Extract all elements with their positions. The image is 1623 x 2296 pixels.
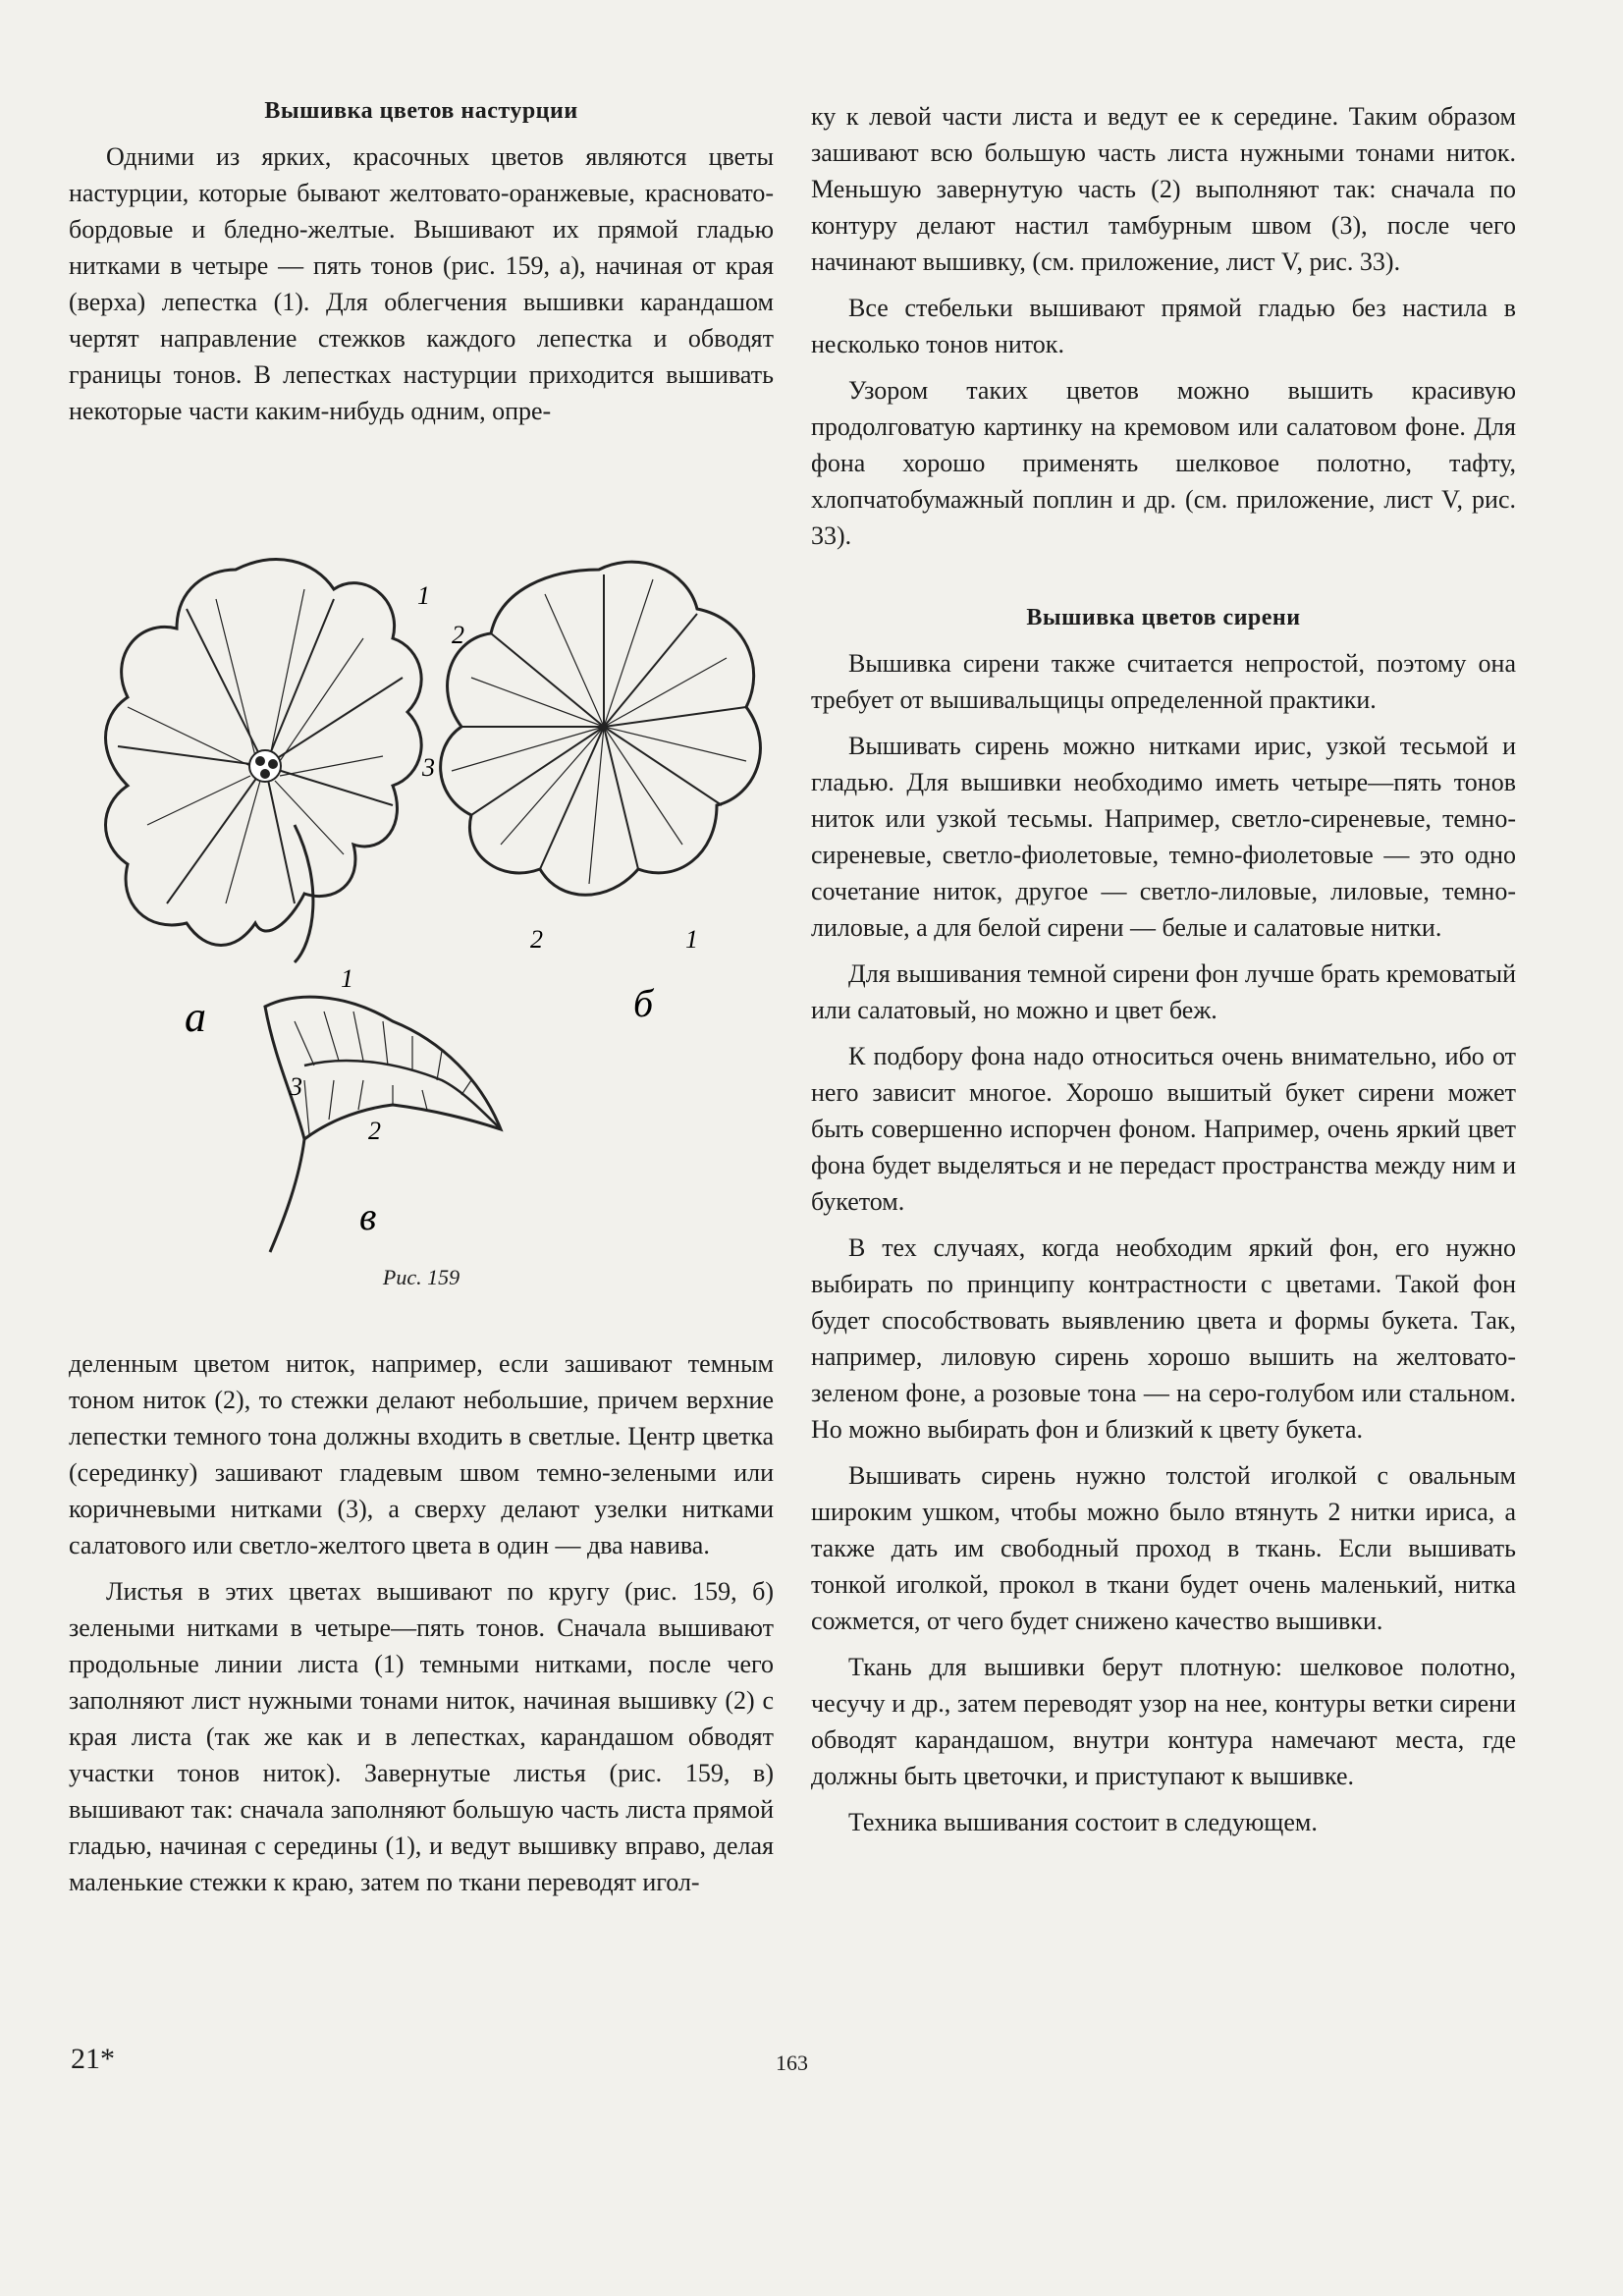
right-paragraph-3: Узором таких цветов можно вышить красивую продолговатую картинку на кремовом или салатовом фоне. Для фона хорошо применять шелковое полотно, тафту, хлопчатобумажный поплин и др. (см. приложение, лист V, рис. 33).: [811, 376, 1516, 550]
lilac-paragraph-5: В тех случаях, когда необходим яркий фон, его нужно выбирать по принципу контрастности с цветами. Такой фон будет способствовать выявлению цвета и формы букета. Так, например, лиловую сирень хорошо вышить на желтовато-зеленом фоне, а розовые тона — на серо-голубом или стальном. Но можно выбирать фон и близкий к цвету букета.: [811, 1233, 1516, 1444]
lilac-paragraph-7: Ткань для вышивки берут плотную: шелковое полотно, чесучу и др., затем переводят узор на нее, контуры ветки сирени обводят карандашом, внутри контура намечают места, где должны быть цветочки, и приступают к вышивке.: [811, 1653, 1516, 1790]
left-column-top: [69, 98, 774, 439]
lilac-paragraph-1: Вышивка сирени также считается непростой, поэтому она требует от вышивальщицы определенной практики.: [811, 649, 1516, 714]
lilac-paragraph-6: Вышивать сирень нужно толстой иголкой с овальным широким ушком, чтобы можно было втянуть 2 нитки ириса, а также дать им свободный проход в ткань. Если вышивать тонкой иголкой, прокол в ткани будет очень маленький, нитка сожмется, от чего будет снижено качество вышивки.: [811, 1461, 1516, 1635]
label-a-3: 3: [422, 753, 435, 782]
nasturtium-heading: Вышивка цветов настурции: [264, 98, 578, 124]
label-b-1: 1: [685, 925, 698, 954]
figure-159: [69, 530, 774, 1306]
label-b: б: [633, 981, 654, 1025]
nasturtium-paragraph-1: Одними из ярких, красочных цветов являются цветы настурции, которые бывают желтовато-оранжевые, красновато-бордовые и бледно-желтые. Вышивают их прямой гладью нитками в четыре — пять тонов (рис. 159, а), начиная от края (верха) лепестка (1). Для облегчения вышивки карандашом чертят направление стежков каждого лепестка и обводят границы тонов. В лепестках настурции приходится вышивать некоторые части каким-нибудь одним, опре-: [69, 142, 774, 425]
label-a-1: 1: [417, 581, 430, 610]
figure-caption: Рис. 159: [382, 1265, 460, 1289]
lilac-paragraph-4: К подбору фона надо относиться очень внимательно, ибо от него зависит многое. Хорошо вышитый букет сирени может быть совершенно испорчен фоном. Например, очень яркий цвет фона будет выделяться и не передаст пространства между ним и букетом.: [811, 1042, 1516, 1216]
right-paragraph-1: ку к левой части листа и ведут ее к середине. Таким образом зашивают всю большую часть листа нужными тонами ниток. Меньшую завернутую часть (2) выполняют так: сначала по контуру делают настил тамбурным швом (3), после чего начинают вышивку, (см. приложение, лист V, рис. 33).: [811, 102, 1516, 276]
lilac-paragraph-8: Техника вышивания состоит в следующем.: [848, 1808, 1318, 1836]
label-a: а: [185, 993, 206, 1041]
signature-mark: 21*: [71, 2043, 115, 2075]
label-v-2: 2: [368, 1117, 381, 1145]
lilac-heading: Вышивка цветов сирени: [1026, 605, 1301, 630]
nasturtium-illustration: [69, 530, 774, 1306]
flower-a-drawing: [106, 560, 422, 962]
nasturtium-paragraph-3: Листья в этих цветах вышивают по кругу (рис. 159, б) зелеными нитками в четыре—пять тонов. Сначала вышивают продольные линии листа (1) темными нитками, после чего заполняют лист нужными тонами ниток, начиная вышивку (2) с края листа (так же как и в лепестках, карандашом обводят участки тонов ниток). Завернутые листья (рис. 159, в) вышивают так: сначала заполняют большую часть листа прямой гладью, начиная с середины (1), и ведут вышивку вправо, делая маленькие стежки к краю, затем по ткани переводят игол-: [69, 1577, 774, 1896]
leaf-v-drawing: [265, 997, 501, 1252]
label-v-3: 3: [290, 1072, 302, 1101]
right-column: [811, 98, 1516, 1850]
page-number: 163: [776, 2050, 808, 2075]
label-a-2: 2: [452, 621, 464, 649]
lilac-paragraph-2: Вышивать сирень можно нитками ирис, узкой тесьмой и гладью. Для вышивки необходимо иметь четыре—пять тонов ниток или узкой тесьмы. Например, светло-сиреневые, темно-сиреневые, светло-фиолетовые, темно-фиолетовые — это одно сочетание ниток, другое — светло-лиловые, лиловые, темно-лиловые, а для белой сирени — белые и салатовые нитки.: [811, 732, 1516, 942]
lilac-paragraph-3: Для вышивания темной сирени фон лучше брать кремоватый или салатовый, но можно и цвет беж.: [811, 959, 1516, 1024]
label-b-2: 2: [530, 925, 543, 954]
left-column-bottom: [69, 1345, 774, 1910]
nasturtium-paragraph-2: деленным цветом ниток, например, если зашивают темным тоном ниток (2), то стежки делают небольшие, причем верхние лепестки темного тона должны входить в светлые. Центр цветка (серединку) зашивают гладевым швом темно-зелеными или коричневыми нитками (3), а сверху делают узелки нитками салатового или светло-желтого цвета в один — два навива.: [69, 1349, 774, 1559]
label-v-1: 1: [341, 964, 353, 993]
right-paragraph-2: Все стебельки вышивают прямой гладью без настила в несколько тонов ниток.: [811, 294, 1516, 358]
label-v: в: [359, 1194, 377, 1238]
leaf-b-drawing: [441, 562, 761, 895]
